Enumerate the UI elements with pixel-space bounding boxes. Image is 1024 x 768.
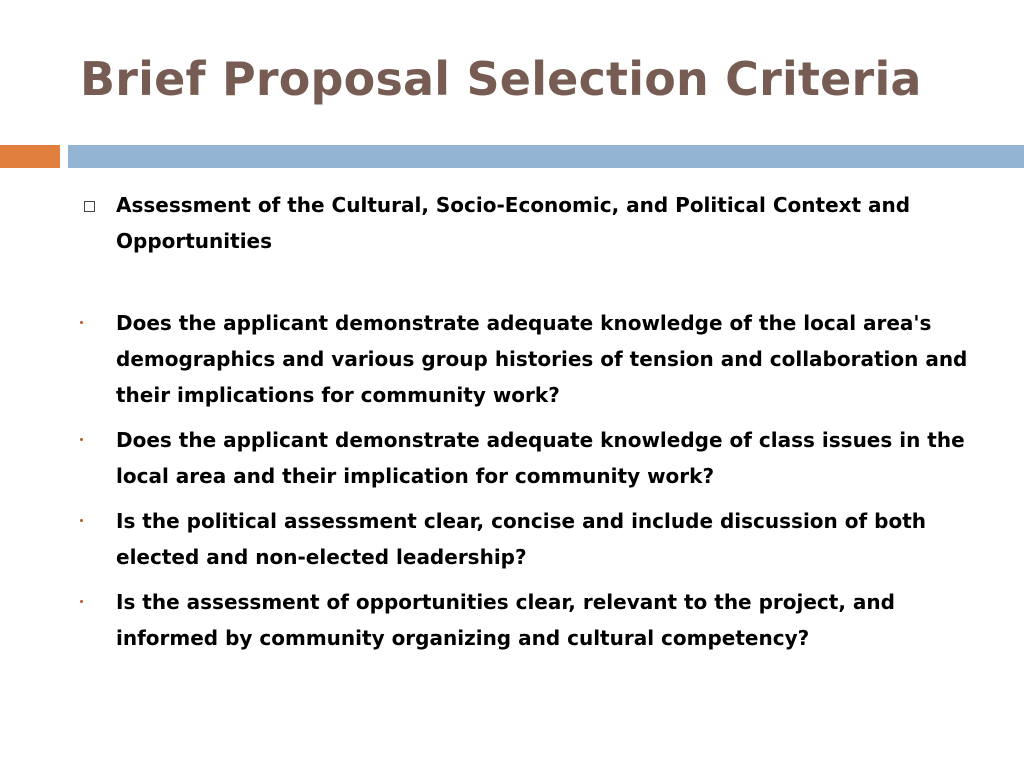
- section-heading: [80, 187, 980, 259]
- dot-bullet-icon: [80, 438, 83, 441]
- hollow-square-bullet-icon: [84, 201, 95, 212]
- accent-bar-blue: [68, 145, 1024, 168]
- slide-title: Brief Proposal Selection Criteria: [80, 52, 922, 106]
- dot-bullet-icon: [80, 600, 83, 603]
- criteria-bullet: [80, 584, 980, 656]
- accent-bar-orange: [0, 145, 60, 168]
- criteria-bullet-text: Does the applicant demonstrate adequate knowledge of the local area's demographics and various group histories of tension and collaboration and their implications for community work?: [116, 311, 968, 407]
- slide-body: [80, 187, 980, 665]
- criteria-bullet: [80, 503, 980, 575]
- section-heading-text: Assessment of the Cultural, Socio-Economic, and Political Context and Opportunities: [116, 193, 911, 253]
- dot-bullet-icon: [80, 321, 83, 324]
- criteria-bullet-text: Is the political assessment clear, concise and include discussion of both elected and non-elected leadership?: [116, 509, 926, 569]
- criteria-bullet: [80, 305, 980, 413]
- criteria-bullet: [80, 422, 980, 494]
- criteria-bullet-text: Is the assessment of opportunities clear, relevant to the project, and informed by community organizing and cultural competency?: [116, 590, 895, 650]
- dot-bullet-icon: [80, 519, 83, 522]
- criteria-bullet-text: Does the applicant demonstrate adequate knowledge of class issues in the local area and their implication for community work?: [116, 428, 965, 488]
